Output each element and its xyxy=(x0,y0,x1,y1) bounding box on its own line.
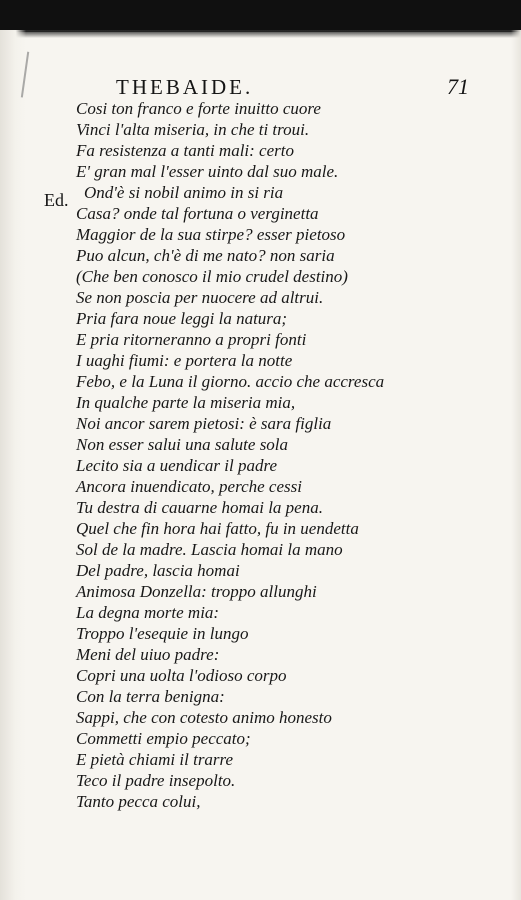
verse-line: Commetti empio peccato; xyxy=(76,729,251,748)
verse-line: Vinci l'alta miseria, in che ti troui. xyxy=(76,120,310,139)
verse-line: Cosi ton franco e forte inuitto cuore xyxy=(76,99,321,118)
verse-line: Noi ancor sarem pietosi: è sara figlia xyxy=(76,414,332,433)
verse-line: Pria fara noue leggi la natura; xyxy=(76,309,288,328)
verse-line: Fa resistenza a tanti mali: certo xyxy=(76,141,294,160)
page-gutter xyxy=(0,30,26,900)
verse-line: Casa? onde tal fortuna o verginetta xyxy=(76,204,319,223)
verse-line: Puo alcun, ch'è di me nato? non saria xyxy=(76,246,335,265)
verse-line: Non esser salui una salute sola xyxy=(76,435,289,454)
verse-line: E pietà chiami il trarre xyxy=(76,750,234,769)
verse-line: Maggior de la sua stirpe? esser pietoso xyxy=(76,225,346,244)
page-edge xyxy=(511,30,521,900)
verse-line: Meni del uiuo padre: xyxy=(76,645,220,664)
verse-line: (Che ben conosco il mio crudel destino) xyxy=(76,267,348,286)
verse-line: Lecito sia a uendicar il padre xyxy=(76,456,277,475)
verse-line: Copri una uolta l'odioso corpo xyxy=(76,666,287,685)
verse-line: Animosa Donzella: troppo allunghi xyxy=(76,582,317,601)
verse-line: La degna morte mia: xyxy=(76,603,220,622)
verse-line: Ancora inuendicato, perche cessi xyxy=(76,477,302,496)
verse-line: Sol de la madre. Lascia homai la mano xyxy=(76,540,343,559)
verse-line: E' gran mal l'esser uinto dal suo male. xyxy=(76,162,339,181)
page-number: 71 xyxy=(447,74,469,99)
verse-block xyxy=(76,98,496,812)
verse-line: Quel che fin hora hai fatto, fu in uendetta xyxy=(76,519,359,538)
verse-line: Del padre, lascia homai xyxy=(76,561,240,580)
scan-top-shadow xyxy=(0,0,521,32)
verse-line: Ond'è si nobil animo in si ria xyxy=(84,183,284,202)
verse-line: Se non poscia per nuocere ad altrui. xyxy=(76,288,324,307)
verse-line: Febo, e la Luna il giorno. accio che accresca xyxy=(76,372,385,391)
verse-line: E pria ritorneranno a propri fonti xyxy=(76,330,307,349)
verse-line: Tanto pecca colui, xyxy=(76,792,201,811)
speaker-label: Ed. xyxy=(44,190,69,210)
verse-line: Troppo l'esequie in lungo xyxy=(76,624,249,643)
running-title: THEBAIDE. xyxy=(116,75,254,99)
verse-line: I uaghi fiumi: e portera la notte xyxy=(76,351,293,370)
verse-line: Con la terra benigna: xyxy=(76,687,225,706)
verse-line: Teco il padre insepolto. xyxy=(76,771,236,790)
verse-line: Sappi, che con cotesto animo honesto xyxy=(76,708,332,727)
verse-line: Tu destra di cauarne homai la pena. xyxy=(76,498,323,517)
verse-line: In qualche parte la miseria mia, xyxy=(76,393,296,412)
